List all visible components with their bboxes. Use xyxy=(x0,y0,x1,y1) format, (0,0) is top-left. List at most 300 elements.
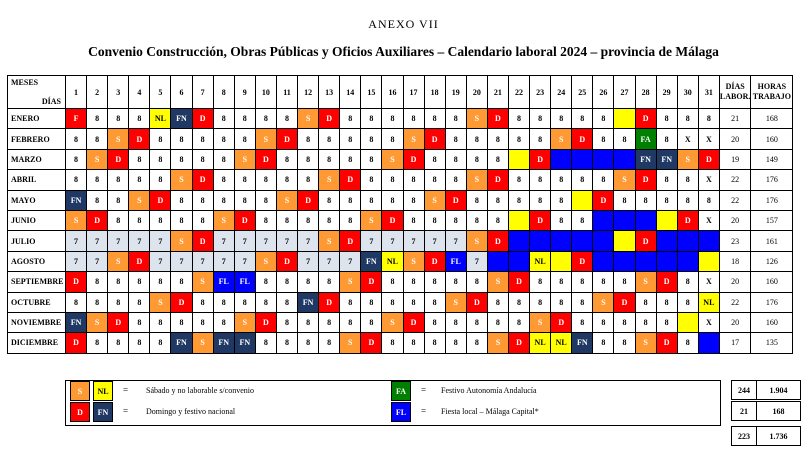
month-row xyxy=(8,231,793,251)
day-cell: D xyxy=(572,251,593,271)
day-cell: 8 xyxy=(129,272,150,292)
day-cell: 7 xyxy=(298,251,319,271)
day-cell: 8 xyxy=(508,170,529,190)
day-cell xyxy=(508,251,529,271)
day-cell: 8 xyxy=(129,292,150,312)
day-cell: 8 xyxy=(361,312,382,332)
month-dias-labor: 22 xyxy=(719,190,750,210)
day-cell: 8 xyxy=(677,272,698,292)
day-cell xyxy=(614,149,635,169)
legend-festivo-nacional-box: FN xyxy=(93,402,113,422)
day-cell: S xyxy=(382,312,403,332)
day-cell: D xyxy=(340,231,361,251)
month-horas-trabajo: 176 xyxy=(751,170,793,190)
day-cell: S xyxy=(466,231,487,251)
month-name: JULIO xyxy=(8,231,66,251)
day-cell: 8 xyxy=(255,272,276,292)
day-cell: 8 xyxy=(319,333,340,353)
day-cell: 8 xyxy=(530,129,551,149)
month-horas-trabajo: 160 xyxy=(751,129,793,149)
day-cell: S xyxy=(192,333,213,353)
day-cell: 8 xyxy=(593,312,614,332)
day-cell: 7 xyxy=(108,231,129,251)
day-cell: D xyxy=(466,292,487,312)
day-cell: D xyxy=(424,129,445,149)
day-cell: 8 xyxy=(593,333,614,353)
day-cell: FN xyxy=(66,312,87,332)
day-cell: D xyxy=(614,292,635,312)
day-cell: 8 xyxy=(487,312,508,332)
month-dias-labor: 20 xyxy=(719,312,750,332)
day-cell xyxy=(698,231,719,251)
day-cell: X xyxy=(698,129,719,149)
day-cell: 8 xyxy=(572,109,593,129)
day-cell: 8 xyxy=(255,190,276,210)
day-cell: 7 xyxy=(87,251,108,271)
day-cell: D xyxy=(593,190,614,210)
day-cell: 8 xyxy=(677,190,698,210)
day-cell: 7 xyxy=(361,231,382,251)
day-number-header: 20 xyxy=(466,76,487,109)
month-dias-labor: 22 xyxy=(719,292,750,312)
day-cell xyxy=(551,251,572,271)
day-cell: D xyxy=(108,149,129,169)
page-title: Convenio Construcción, Obras Públicas y Oficios Auxiliares – Calendario laboral 2024 – provincia de Málaga xyxy=(88,44,719,59)
day-cell: 8 xyxy=(298,272,319,292)
day-cell: D xyxy=(340,170,361,190)
day-cell: 8 xyxy=(466,312,487,332)
day-cell: 8 xyxy=(424,149,445,169)
day-cell: 8 xyxy=(530,109,551,129)
day-cell: 8 xyxy=(213,312,234,332)
day-cell: 8 xyxy=(129,149,150,169)
day-cell: D xyxy=(129,129,150,149)
header-row xyxy=(8,76,793,109)
day-number-header: 13 xyxy=(319,76,340,109)
day-cell: 8 xyxy=(445,210,466,230)
day-cell: 7 xyxy=(319,251,340,271)
day-cell: D xyxy=(635,109,656,129)
day-cell: 8 xyxy=(87,272,108,292)
day-number-header: 29 xyxy=(656,76,677,109)
day-cell: 7 xyxy=(424,231,445,251)
day-cell: S xyxy=(635,333,656,353)
day-cell: 8 xyxy=(319,312,340,332)
day-cell: 7 xyxy=(340,251,361,271)
day-cell: 8 xyxy=(424,312,445,332)
day-cell: 7 xyxy=(213,231,234,251)
day-cell: 8 xyxy=(656,109,677,129)
day-cell: 7 xyxy=(87,231,108,251)
day-cell: 8 xyxy=(276,312,297,332)
month-dias-labor: 23 xyxy=(719,231,750,251)
day-cell: 8 xyxy=(551,272,572,292)
month-name: AGOSTO xyxy=(8,251,66,271)
month-name: ENERO xyxy=(8,109,66,129)
day-cell: 8 xyxy=(150,149,171,169)
day-cell xyxy=(698,333,719,353)
day-number-header: 1 xyxy=(66,76,87,109)
day-cell: 8 xyxy=(487,149,508,169)
month-row xyxy=(8,272,793,292)
day-cell: 8 xyxy=(87,190,108,210)
day-cell: S xyxy=(340,272,361,292)
day-cell xyxy=(656,251,677,271)
day-cell: 8 xyxy=(213,129,234,149)
day-cell xyxy=(572,231,593,251)
day-cell: 8 xyxy=(361,129,382,149)
day-cell: 8 xyxy=(213,109,234,129)
day-cell: 8 xyxy=(276,292,297,312)
day-cell xyxy=(487,251,508,271)
day-cell: 8 xyxy=(361,292,382,312)
day-cell: 8 xyxy=(656,312,677,332)
day-cell: 7 xyxy=(403,231,424,251)
day-cell: 8 xyxy=(382,333,403,353)
day-cell: 8 xyxy=(340,149,361,169)
day-cell: D xyxy=(635,170,656,190)
day-cell: 8 xyxy=(66,129,87,149)
day-cell: 8 xyxy=(424,333,445,353)
day-cell: 8 xyxy=(87,292,108,312)
legend-equals: = xyxy=(421,406,427,416)
day-cell: 8 xyxy=(108,210,129,230)
day-cell: NL xyxy=(698,292,719,312)
day-cell: 8 xyxy=(466,149,487,169)
day-cell: 8 xyxy=(508,190,529,210)
day-cell: S xyxy=(66,210,87,230)
month-horas-trabajo: 168 xyxy=(751,109,793,129)
month-horas-trabajo: 160 xyxy=(751,272,793,292)
day-cell: 8 xyxy=(171,272,192,292)
day-cell: 8 xyxy=(593,272,614,292)
day-cell: D xyxy=(361,272,382,292)
day-cell: S xyxy=(487,272,508,292)
day-cell xyxy=(614,251,635,271)
day-cell: 8 xyxy=(298,312,319,332)
day-cell: S xyxy=(466,170,487,190)
day-cell: D xyxy=(551,312,572,332)
day-cell: FL xyxy=(213,272,234,292)
day-number-header: 4 xyxy=(129,76,150,109)
day-cell: 8 xyxy=(382,170,403,190)
day-cell: 8 xyxy=(487,292,508,312)
day-cell: S xyxy=(319,231,340,251)
day-cell: D xyxy=(255,312,276,332)
day-cell: 8 xyxy=(234,109,255,129)
day-cell: 8 xyxy=(192,129,213,149)
day-cell: D xyxy=(234,210,255,230)
day-number-header: 25 xyxy=(572,76,593,109)
day-cell: FN xyxy=(656,149,677,169)
day-cell: S xyxy=(614,170,635,190)
day-cell: 8 xyxy=(551,292,572,312)
day-cell: X xyxy=(698,272,719,292)
month-horas-trabajo: 126 xyxy=(751,251,793,271)
day-cell xyxy=(551,231,572,251)
day-cell: S xyxy=(319,170,340,190)
day-cell: 8 xyxy=(87,333,108,353)
day-cell: 8 xyxy=(382,129,403,149)
day-cell: 8 xyxy=(487,190,508,210)
day-cell: 8 xyxy=(255,170,276,190)
legend-andalucia-text: Festivo Autonomía Andalucía xyxy=(441,386,537,395)
day-cell xyxy=(572,149,593,169)
day-cell: 8 xyxy=(171,210,192,230)
legend-sunday-box: D xyxy=(70,402,90,422)
day-cell: 8 xyxy=(635,292,656,312)
day-cell: D xyxy=(530,210,551,230)
day-number-header: 5 xyxy=(150,76,171,109)
month-dias-labor: 19 xyxy=(719,149,750,169)
day-cell: 8 xyxy=(424,109,445,129)
day-cell: D xyxy=(192,109,213,129)
day-cell: 8 xyxy=(87,109,108,129)
day-cell: 8 xyxy=(445,149,466,169)
day-cell: S xyxy=(487,333,508,353)
day-cell: D xyxy=(656,333,677,353)
day-cell: D xyxy=(87,210,108,230)
day-cell: S xyxy=(129,190,150,210)
day-cell: D xyxy=(403,149,424,169)
day-cell: 8 xyxy=(403,190,424,210)
day-cell: NL xyxy=(150,109,171,129)
day-cell: 8 xyxy=(382,292,403,312)
day-cell: 8 xyxy=(213,292,234,312)
day-cell: 8 xyxy=(66,149,87,169)
day-number-header: 24 xyxy=(551,76,572,109)
day-cell: FL xyxy=(234,272,255,292)
day-cell xyxy=(593,149,614,169)
day-cell: 8 xyxy=(614,312,635,332)
day-cell: D xyxy=(487,170,508,190)
day-cell: 8 xyxy=(508,292,529,312)
day-cell: 8 xyxy=(572,292,593,312)
day-cell xyxy=(593,251,614,271)
day-cell: 8 xyxy=(298,170,319,190)
day-cell: S xyxy=(551,129,572,149)
day-number-header: 16 xyxy=(382,76,403,109)
day-number-header: 30 xyxy=(677,76,698,109)
day-cell: 8 xyxy=(403,210,424,230)
day-cell: 8 xyxy=(213,170,234,190)
day-cell: FN xyxy=(234,333,255,353)
day-number-header: 31 xyxy=(698,76,719,109)
day-cell: S xyxy=(403,129,424,149)
day-cell: 8 xyxy=(403,170,424,190)
day-cell: 8 xyxy=(255,333,276,353)
day-cell: 8 xyxy=(234,190,255,210)
day-cell: 8 xyxy=(403,333,424,353)
day-cell: 8 xyxy=(108,109,129,129)
day-cell: 8 xyxy=(192,292,213,312)
day-cell: 8 xyxy=(255,292,276,312)
day-number-header: 9 xyxy=(234,76,255,109)
day-cell: 8 xyxy=(150,170,171,190)
day-cell: 8 xyxy=(319,129,340,149)
day-cell: D xyxy=(677,210,698,230)
day-cell: 8 xyxy=(340,129,361,149)
day-cell: 8 xyxy=(340,292,361,312)
day-cell: 8 xyxy=(150,312,171,332)
day-cell: D xyxy=(445,190,466,210)
day-cell: 8 xyxy=(551,210,572,230)
day-cell: 8 xyxy=(466,190,487,210)
day-cell: 8 xyxy=(593,170,614,190)
day-number-header: 12 xyxy=(298,76,319,109)
month-dias-labor: 20 xyxy=(719,272,750,292)
legend-festivo-andalucia-box: FA xyxy=(391,381,411,401)
day-cell: 8 xyxy=(298,333,319,353)
day-cell: 8 xyxy=(129,333,150,353)
day-cell: 8 xyxy=(150,129,171,149)
day-cell: 8 xyxy=(508,109,529,129)
day-cell: S xyxy=(361,210,382,230)
day-cell xyxy=(530,231,551,251)
day-number-header: 26 xyxy=(593,76,614,109)
day-cell: FA xyxy=(635,129,656,149)
month-horas-trabajo: 160 xyxy=(751,312,793,332)
legend-saturday-text: Sábado y no laborable s/convenio xyxy=(146,386,254,395)
day-cell: X xyxy=(677,129,698,149)
neto-horas: 1.736 xyxy=(756,426,801,446)
day-cell xyxy=(656,231,677,251)
day-number-header: 6 xyxy=(171,76,192,109)
day-cell: 8 xyxy=(192,210,213,230)
day-cell: X xyxy=(698,210,719,230)
month-dias-labor: 22 xyxy=(719,170,750,190)
day-cell: 8 xyxy=(319,190,340,210)
month-name: NOVIEMBRE xyxy=(8,312,66,332)
day-cell: 7 xyxy=(150,251,171,271)
month-horas-trabajo: 176 xyxy=(751,292,793,312)
day-cell: D xyxy=(171,292,192,312)
month-name: MARZO xyxy=(8,149,66,169)
day-cell: 8 xyxy=(171,312,192,332)
day-cell: FN xyxy=(361,251,382,271)
day-cell: 8 xyxy=(551,170,572,190)
day-cell xyxy=(614,210,635,230)
calendar-table xyxy=(7,75,793,354)
day-cell: D xyxy=(656,272,677,292)
day-cell: 8 xyxy=(108,190,129,210)
day-cell: X xyxy=(698,170,719,190)
day-number-header: 7 xyxy=(192,76,213,109)
day-cell: D xyxy=(403,312,424,332)
day-cell xyxy=(593,210,614,230)
day-cell: S xyxy=(276,190,297,210)
day-cell: 8 xyxy=(213,149,234,169)
day-cell: 8 xyxy=(530,292,551,312)
day-cell: 8 xyxy=(445,109,466,129)
month-dias-labor: 18 xyxy=(719,251,750,271)
day-cell: 8 xyxy=(255,109,276,129)
day-cell: 8 xyxy=(319,272,340,292)
day-number-header: 23 xyxy=(530,76,551,109)
day-cell: D xyxy=(298,190,319,210)
day-cell: 8 xyxy=(530,170,551,190)
day-cell: 8 xyxy=(424,272,445,292)
day-number-header: 27 xyxy=(614,76,635,109)
day-cell: 8 xyxy=(445,333,466,353)
day-cell: D xyxy=(361,333,382,353)
day-cell: 7 xyxy=(255,231,276,251)
day-cell: S xyxy=(530,312,551,332)
month-dias-labor: 17 xyxy=(719,333,750,353)
day-cell: 8 xyxy=(677,170,698,190)
day-cell: D xyxy=(530,149,551,169)
day-cell: 8 xyxy=(487,210,508,230)
day-cell: D xyxy=(276,251,297,271)
day-cell: 8 xyxy=(677,292,698,312)
month-name: OCTUBRE xyxy=(8,292,66,312)
legend-equals: = xyxy=(123,406,129,416)
day-cell: S xyxy=(677,149,698,169)
month-name: JUNIO xyxy=(8,210,66,230)
day-cell: S xyxy=(593,292,614,312)
annex-label: ANEXO VII xyxy=(368,17,439,31)
day-cell: D xyxy=(319,292,340,312)
day-cell: 8 xyxy=(635,190,656,210)
day-cell: 8 xyxy=(340,210,361,230)
day-cell: 8 xyxy=(276,109,297,129)
day-cell: 8 xyxy=(445,170,466,190)
day-number-header: 21 xyxy=(487,76,508,109)
day-cell: 8 xyxy=(192,149,213,169)
day-cell: S xyxy=(108,129,129,149)
day-cell: FN xyxy=(298,292,319,312)
day-cell: 8 xyxy=(677,109,698,129)
day-cell: D xyxy=(108,312,129,332)
day-cell xyxy=(614,109,635,129)
day-cell: S xyxy=(234,149,255,169)
day-cell: 8 xyxy=(508,312,529,332)
day-cell: S xyxy=(403,251,424,271)
day-number-header: 15 xyxy=(361,76,382,109)
day-cell: D xyxy=(276,129,297,149)
day-cell: 8 xyxy=(508,129,529,149)
day-cell: 8 xyxy=(445,129,466,149)
day-number-header: 10 xyxy=(255,76,276,109)
day-cell: FN xyxy=(213,333,234,353)
day-cell: 8 xyxy=(340,190,361,210)
day-cell: 8 xyxy=(614,129,635,149)
day-cell: 8 xyxy=(698,190,719,210)
day-cell: 8 xyxy=(530,272,551,292)
day-cell: 8 xyxy=(424,292,445,312)
day-cell: D xyxy=(66,272,87,292)
day-cell: S xyxy=(382,149,403,169)
day-cell: 7 xyxy=(213,251,234,271)
day-cell xyxy=(551,149,572,169)
day-cell: 8 xyxy=(572,272,593,292)
month-row xyxy=(8,210,793,230)
day-cell: 7 xyxy=(276,231,297,251)
legend-equals: = xyxy=(123,385,129,395)
day-cell: 8 xyxy=(614,333,635,353)
day-cell: 8 xyxy=(487,129,508,149)
day-cell: 8 xyxy=(593,109,614,129)
day-cell: 8 xyxy=(466,272,487,292)
day-cell: 8 xyxy=(361,149,382,169)
day-cell: 8 xyxy=(129,109,150,129)
day-cell: 8 xyxy=(677,333,698,353)
day-cell: 8 xyxy=(403,272,424,292)
day-cell: 8 xyxy=(361,190,382,210)
corner-days-label: DÍAS xyxy=(41,97,61,106)
day-cell xyxy=(677,312,698,332)
day-cell: D xyxy=(129,251,150,271)
